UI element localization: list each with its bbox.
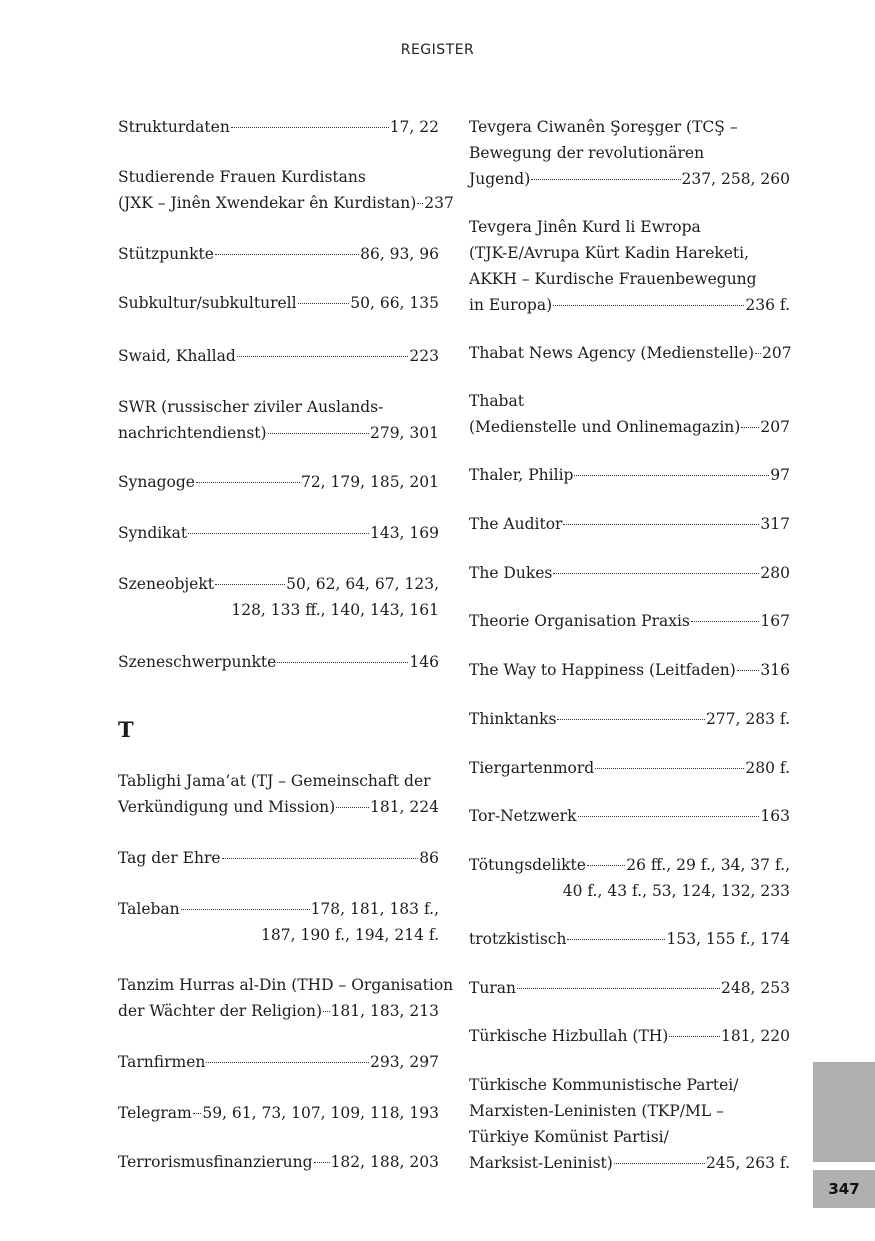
index-entry [118, 768, 439, 820]
entry-last-line [118, 794, 439, 820]
entry-last-line [118, 114, 439, 140]
page-refs: 72, 179, 185, 201 [300, 473, 439, 491]
index-entry [118, 241, 439, 267]
page-refs: 153, 155 f., 174 [666, 930, 790, 948]
entry-term: Telegram [118, 1104, 192, 1122]
page-refs: 143, 169 [369, 524, 439, 542]
page-refs: 17, 22 [389, 118, 439, 136]
thumb-index-tab [813, 1062, 875, 1162]
index-entry [469, 926, 790, 952]
entry-term-line: Bewegung der revolutionären [469, 144, 705, 162]
entry-last-line [118, 649, 439, 675]
entry-term: Thaler, Philip [469, 466, 574, 484]
entry-term-line: Türkiye Komünist Partisi/ [469, 1128, 669, 1146]
index-entry [469, 657, 790, 683]
page-refs: 280 f. [745, 759, 790, 777]
entry-last-line [469, 340, 790, 366]
dot-leader [277, 662, 408, 663]
entry-last-line [469, 511, 790, 537]
entry-term: Strukturdaten [118, 118, 230, 136]
dot-leader [614, 1163, 705, 1164]
entry-last-line [118, 190, 454, 216]
page-refs: 50, 62, 64, 67, 123, [286, 575, 439, 593]
dot-leader [563, 524, 759, 525]
entry-term-line: Türkische Kommunistische Partei/ [469, 1076, 739, 1094]
dot-leader [587, 865, 625, 866]
page-refs: 59, 61, 73, 107, 109, 118, 193 [202, 1104, 439, 1122]
entry-term: Swaid, Khallad [118, 347, 236, 365]
entry-last-line [118, 1100, 439, 1126]
index-entry [118, 571, 439, 623]
index-entry [469, 462, 790, 488]
page-refs: 237 [424, 194, 454, 212]
entry-term: Terrorismusfinanzierung [118, 1153, 313, 1171]
dot-leader [553, 573, 759, 574]
entry-term: Verkündigung und Mission) [118, 798, 336, 816]
page-refs: 316 [760, 661, 790, 679]
entry-term-line: Thabat [469, 392, 524, 410]
dot-leader [741, 427, 759, 428]
entry-last-line [469, 414, 790, 440]
page-refs-continued: 128, 133 ff., 140, 143, 161 [231, 601, 439, 619]
entry-term: Thinktanks [469, 710, 557, 728]
entry-term: The Auditor [469, 515, 563, 533]
index-entry [469, 340, 790, 366]
dot-leader [206, 1062, 369, 1063]
dot-leader [298, 303, 350, 304]
page-number: 347 [813, 1170, 875, 1208]
entry-term-line: Tevgera Ciwanên Şoreşger (TCŞ – [469, 118, 738, 136]
dot-leader [222, 858, 419, 859]
page-refs: 293, 297 [369, 1053, 439, 1071]
index-entry [118, 1100, 439, 1126]
running-header: REGISTER [400, 42, 475, 58]
entry-term: Taleban [118, 900, 180, 918]
entry-term: Tor-Netzwerk [469, 807, 577, 825]
entry-last-line [469, 560, 790, 586]
entry-last-line [118, 845, 439, 871]
index-entry [469, 114, 790, 192]
entry-term-line: SWR (russischer ziviler Auslands- [118, 398, 384, 416]
index-entry [118, 469, 439, 495]
page-refs: 248, 253 [720, 979, 790, 997]
entry-term-line: (TJK-E/Avrupa Kürt Kadin Hareketi, [469, 244, 750, 262]
entry-last-line [469, 657, 790, 683]
page-refs: 163 [760, 807, 790, 825]
dot-leader [237, 356, 409, 357]
page-refs: 167 [760, 612, 790, 630]
entry-last-line [118, 241, 439, 267]
index-entry [469, 560, 790, 586]
entry-last-line [118, 290, 439, 316]
dot-leader [574, 475, 769, 476]
index-entry [118, 164, 454, 216]
dot-leader [531, 179, 680, 180]
entry-last-line [469, 706, 790, 732]
index-entry [118, 845, 439, 871]
index-entry [118, 114, 439, 140]
entry-term: in Europa) [469, 296, 553, 314]
dot-leader [336, 807, 369, 808]
entry-term: Tag der Ehre [118, 849, 221, 867]
entry-last-line [118, 343, 439, 369]
entry-term: The Way to Happiness (Leitfaden) [469, 661, 736, 679]
entry-last-line [469, 292, 790, 318]
entry-term-line: Tablighi Jama’at (TJ – Gemeinschaft der [118, 772, 431, 790]
dot-leader [755, 353, 761, 354]
page-refs: 245, 263 f. [705, 1154, 790, 1172]
entry-term: Turan [469, 979, 516, 997]
entry-term: der Wächter der Religion) [118, 1002, 323, 1020]
page-refs-continued: 40 f., 43 f., 53, 124, 132, 233 [562, 882, 790, 900]
entry-last-line [469, 1023, 790, 1049]
dot-leader [231, 127, 389, 128]
entry-term: Türkische Hizbullah (TH) [469, 1027, 669, 1045]
entry-last-line [469, 852, 790, 878]
page-refs-continued: 187, 190 f., 194, 214 f. [261, 926, 439, 944]
dot-leader [193, 1113, 202, 1114]
entry-term: The Dukes [469, 564, 553, 582]
page-refs: 207 [762, 344, 792, 362]
entry-last-line [469, 975, 790, 1001]
index-entry [118, 394, 439, 446]
entry-last-line [118, 1149, 439, 1175]
dot-leader [188, 533, 369, 534]
entry-last-line [118, 998, 439, 1024]
page-refs: 181, 183, 213 [330, 1002, 439, 1020]
entry-term: Tarnfirmen [118, 1053, 206, 1071]
page-refs: 50, 66, 135 [350, 294, 439, 312]
entry-term: Stützpunkte [118, 245, 214, 263]
page-refs: 97 [770, 466, 790, 484]
dot-leader [181, 909, 310, 910]
entry-term-line: Tanzim Hurras al-Din (THD – Organisation [118, 976, 454, 994]
index-entry [469, 214, 790, 318]
index-entry [469, 511, 790, 537]
dot-leader [578, 816, 760, 817]
dot-leader [553, 305, 744, 306]
dot-leader [517, 988, 720, 989]
dot-leader [691, 621, 760, 622]
index-entry [469, 388, 790, 440]
section-letter: T [118, 717, 134, 742]
index-entry [469, 1023, 790, 1049]
entry-term: trotzkistisch [469, 930, 567, 948]
entry-term: Theorie Organisation Praxis [469, 612, 690, 630]
page-refs: 86 [419, 849, 439, 867]
dot-leader [215, 254, 359, 255]
entry-term-line: AKKH – Kurdische Frauenbewegung [469, 270, 757, 288]
page-refs: 280 [760, 564, 790, 582]
entry-term: Synagoge [118, 473, 195, 491]
entry-term: nachrichtendienst) [118, 424, 267, 442]
dot-leader [595, 768, 744, 769]
index-entry [469, 755, 790, 781]
entry-last-line [118, 1049, 439, 1075]
dot-leader [557, 719, 704, 720]
entry-last-line [118, 571, 439, 597]
dot-leader [314, 1162, 330, 1163]
dot-leader [417, 203, 423, 204]
page-refs: 317 [760, 515, 790, 533]
page-refs: 178, 181, 183 f., [310, 900, 439, 918]
index-entry [469, 1072, 790, 1176]
dot-leader [737, 670, 760, 671]
index-entry [469, 975, 790, 1001]
dot-leader [196, 482, 300, 483]
index-entry [469, 608, 790, 634]
page-refs: 279, 301 [369, 424, 439, 442]
entry-term: (Medienstelle und Onlinemagazin) [469, 418, 741, 436]
entry-last-line [118, 520, 439, 546]
entry-last-line [469, 462, 790, 488]
entry-last-line [118, 896, 439, 922]
entry-last-line [469, 608, 790, 634]
index-entry [118, 520, 439, 546]
index-entry [118, 896, 439, 948]
entry-term: Thabat News Agency (Medienstelle) [469, 344, 755, 362]
index-entry [469, 852, 790, 904]
entry-last-line [469, 755, 790, 781]
page-refs: 182, 188, 203 [330, 1153, 439, 1171]
entry-term: (JXK – Jinên Xwendekar ên Kurdistan) [118, 194, 417, 212]
entry-term-line: Tevgera Jinên Kurd li Ewropa [469, 218, 701, 236]
entry-last-line [469, 803, 790, 829]
page-refs: 207 [760, 418, 790, 436]
entry-term: Tiergartenmord [469, 759, 595, 777]
entry-term: Szeneobjekt [118, 575, 214, 593]
page-refs: 146 [409, 653, 439, 671]
page-refs: 86, 93, 96 [360, 245, 439, 263]
dot-leader [268, 433, 369, 434]
index-entry [118, 1049, 439, 1075]
page-refs: 236 f. [745, 296, 790, 314]
index-entry [118, 1149, 439, 1175]
entry-term: Tötungsdelikte [469, 856, 586, 874]
dot-leader [323, 1011, 329, 1012]
entry-term: Syndikat [118, 524, 188, 542]
index-entry [469, 706, 790, 732]
index-entry [118, 972, 454, 1024]
page-refs: 277, 283 f. [705, 710, 790, 728]
dot-leader [215, 584, 285, 585]
entry-term-line: Marxisten-Leninisten (TKP/ML – [469, 1102, 724, 1120]
page-refs: 237, 258, 260 [681, 170, 790, 188]
page-refs: 181, 220 [720, 1027, 790, 1045]
entry-last-line [469, 166, 790, 192]
dot-leader [567, 939, 665, 940]
page-refs: 181, 224 [369, 798, 439, 816]
dot-leader [669, 1036, 720, 1037]
index-entry [118, 649, 439, 675]
index-entry [118, 343, 439, 369]
entry-last-line [469, 926, 790, 952]
page-refs: 223 [409, 347, 439, 365]
entry-last-line [118, 469, 439, 495]
entry-term: Jugend) [469, 170, 531, 188]
entry-term: Szeneschwerpunkte [118, 653, 277, 671]
index-entry [118, 290, 439, 316]
entry-last-line [469, 1150, 790, 1176]
entry-term: Subkultur/subkulturell [118, 294, 297, 312]
page-refs: 26 ff., 29 f., 34, 37 f., [626, 856, 790, 874]
entry-term: Marksist-Leninist) [469, 1154, 613, 1172]
entry-term-line: Studierende Frauen Kurdistans [118, 168, 366, 186]
entry-last-line [118, 420, 439, 446]
index-entry [469, 803, 790, 829]
